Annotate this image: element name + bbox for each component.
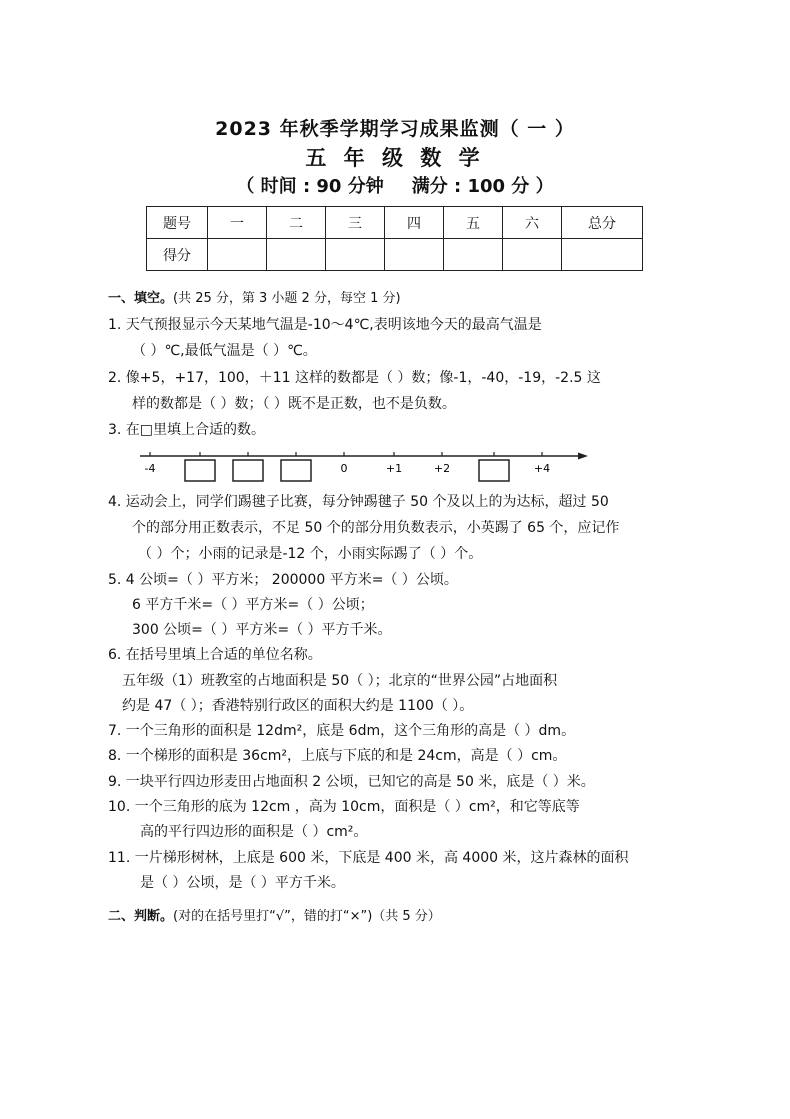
column-header: 六 (503, 207, 562, 239)
exam-subtitle: 五 年 级 数 学 (305, 146, 485, 170)
question-7: 7. 一个三角形的面积是 12dm²，底是 6dm，这个三角形的高是（ ）dm。 (108, 723, 576, 739)
question-8: 8. 一个梯形的面积是 36cm²，上底与下底的和是 24cm，高是（ ）cm。 (108, 748, 567, 764)
question-5-line-3: 300 公顷=（ ）平方米=（ ）平方千米。 (132, 622, 392, 638)
question-4-line-1: 4. 运动会上，同学们踢毽子比赛，每分钟踢毽子 50 个及以上的为达标，超过 50 (108, 494, 609, 510)
number-line-label: 0 (340, 462, 348, 475)
section-2-heading (108, 908, 441, 926)
question-11-line-2: 是（ ）公顷，是（ ）平方千米。 (140, 875, 345, 891)
score-table (146, 206, 643, 271)
number-line-label: +1 (385, 462, 403, 475)
section-1-heading (108, 290, 401, 308)
column-header: 四 (385, 207, 444, 239)
score-cell[interactable] (208, 239, 267, 271)
column-header: 五 (444, 207, 503, 239)
question-6: 6. 在括号里填上合适的单位名称。 (108, 647, 322, 663)
time-label: （ 时间 : 90 分钟 (236, 176, 384, 197)
question-9: 9. 一块平行四边形麦田占地面积 2 公顷，已知它的高是 50 米，底是（ ）米。 (108, 774, 595, 790)
section-1-title: 一、填空。 (108, 291, 174, 306)
question-2-line-1: 2. 像+5，+17，100，＋11 这样的数都是（ ）数；像-1，-40，-19，-2.5 这 (108, 370, 601, 386)
column-header: 三 (326, 207, 385, 239)
exam-title: 2023 年秋季学期学习成果监测（ 一 ） (215, 118, 575, 140)
number-line-label: +4 (533, 462, 551, 475)
answer-box[interactable] (233, 460, 263, 481)
section-2-note: (对的在括号里打“√”，错的打“×”)（共 5 分） (173, 909, 441, 924)
question-2-line-2: 样的数都是（ ）数；（ ）既不是正数，也不是负数。 (132, 396, 456, 412)
question-10-line-1: 10. 一个三角形的底为 12cm ，高为 10cm，面积是（ ）cm²，和它等底等 (108, 799, 580, 815)
section-2-title: 二、判断。 (108, 909, 174, 924)
question-6-line-1: 五年级（1）班教室的占地面积是 50（ ）；北京的“世界公园”占地面积 (122, 673, 558, 689)
question-number-label: 题号 (147, 207, 208, 239)
question-1-line-2: （ ）℃,最低气温是（ ）℃。 (132, 343, 317, 359)
number-line-label: +2 (433, 462, 451, 475)
full-score-label: 满分 : 100 分 ） (411, 176, 554, 197)
answer-box[interactable] (185, 460, 215, 481)
score-cell[interactable] (503, 239, 562, 271)
section-1-note: (共 25 分，第 3 小题 2 分，每空 1 分) (173, 291, 401, 306)
question-10-line-2: 高的平行四边形的面积是（ ）cm²。 (140, 824, 368, 840)
answer-box[interactable] (281, 460, 311, 481)
score-cell-total[interactable] (562, 239, 643, 271)
question-5-line-1: 5. 4 公顷=（ ）平方米； 200000 平方米=（ ）公顷。 (108, 572, 458, 588)
question-5-line-2: 6 平方千米=（ ）平方米=（ ）公顷； (132, 597, 374, 613)
column-header: 一 (208, 207, 267, 239)
question-4-line-3: （ ）个；小雨的记录是-12 个，小雨实际踢了（ ）个。 (138, 546, 483, 562)
score-label: 得分 (147, 239, 208, 271)
question-6-line-2: 约是 47（ ）；香港特别行政区的面积大约是 1100（ ）。 (122, 698, 474, 714)
score-cell[interactable] (326, 239, 385, 271)
number-line-arrow (578, 453, 588, 460)
score-table-header-row (147, 207, 643, 239)
number-line (138, 452, 590, 486)
score-cell[interactable] (385, 239, 444, 271)
number-line-label: -4 (144, 462, 156, 475)
exam-time-score (0, 172, 790, 198)
column-header-total: 总分 (562, 207, 643, 239)
question-11-line-1: 11. 一片梯形树林，上底是 600 米，下底是 400 米，高 4000 米，这片森林的面积 (108, 850, 629, 866)
question-4-line-2: 个的部分用正数表示，不足 50 个的部分用负数表示，小英踢了 65 个，应记作 (132, 520, 620, 536)
question-1-line-1: 1. 天气预报显示今天某地气温是-10～4℃,表明该地今天的最高气温是 (108, 317, 542, 333)
score-cell[interactable] (444, 239, 503, 271)
answer-box[interactable] (479, 460, 509, 481)
question-3: 3. 在□里填上合适的数。 (108, 422, 266, 438)
score-table-score-row (147, 239, 643, 271)
score-cell[interactable] (267, 239, 326, 271)
column-header: 二 (267, 207, 326, 239)
